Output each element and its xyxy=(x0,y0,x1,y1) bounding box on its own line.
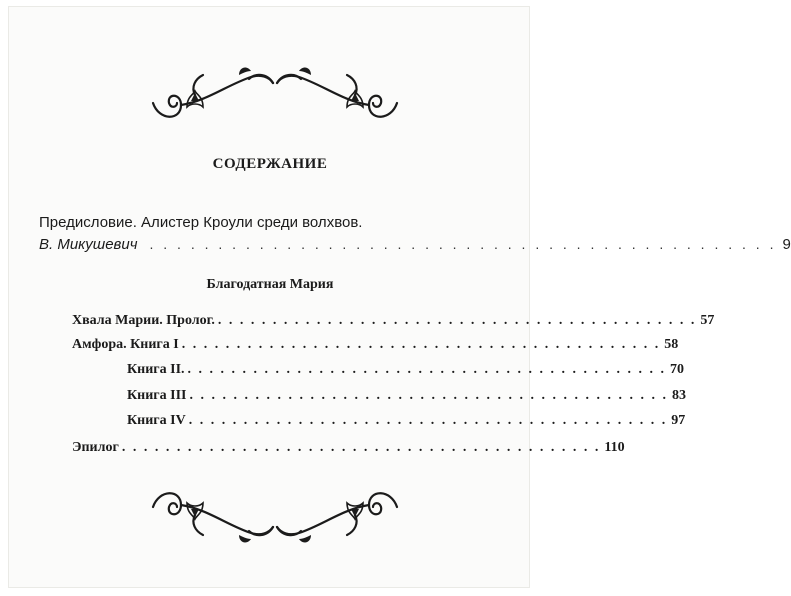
dot-leader: . . . . . . . . . . . . . . . . . . . . . . . . . . . . . . . . . . . . . . . . . . . . xyxy=(217,313,697,328)
entry-title: Книга III xyxy=(127,388,187,403)
preface-entry[interactable] xyxy=(39,236,791,256)
entry-title: Эпилог xyxy=(72,440,119,455)
floral-ornament-graphic xyxy=(147,65,403,125)
entry-title: Амфора. Книга I xyxy=(72,337,179,352)
toc-entry[interactable] xyxy=(72,337,679,357)
toc-entry[interactable] xyxy=(72,440,625,460)
page-number: 70 xyxy=(670,362,685,377)
page-number: 58 xyxy=(664,337,679,352)
contents-title: СОДЕРЖАНИЕ xyxy=(212,156,328,172)
dot-leader: . . . . . . . . . . . . . . . . . . . . . . . . . . . . . . . . . . . . . . . . . . . . xyxy=(187,362,667,377)
entry-title: Книга II. xyxy=(127,362,185,377)
floral-ornament-graphic xyxy=(147,485,403,545)
preface-author: В. Микушевич xyxy=(39,236,138,253)
section-heading: Благодатная Мария xyxy=(206,277,334,292)
preface-title: Предисловие. Алистер Кроули среди волхвов. xyxy=(39,214,363,231)
page-number: 83 xyxy=(672,388,686,403)
dot-leader: . . . . . . . . . . . . . . . . . . . . . . . . . . . . . . . . . . . . . . . . . . . . xyxy=(121,440,601,455)
page-number: 110 xyxy=(604,440,625,455)
entry-title: Книга IV xyxy=(127,413,186,428)
toc-entry[interactable] xyxy=(127,413,686,433)
dot-leader: . . . . . . . . . . . . . . . . . . . . . . . . . . . . . . . . . . . . . . . . . . . . xyxy=(189,388,668,403)
entry-title: Хвала Марии. Пролог. xyxy=(72,313,215,328)
toc-entry[interactable] xyxy=(127,362,685,382)
top-floral-ornament xyxy=(147,65,403,125)
dot-leader: . . . . . . . . . . . . . . . . . . . . . . . . . . . . . . . . . . . . . . . . . . . . . . xyxy=(149,236,777,252)
book-page xyxy=(8,6,791,588)
toc-entry[interactable] xyxy=(127,388,686,408)
page-number: 57 xyxy=(700,313,715,328)
toc-entry[interactable] xyxy=(72,313,715,333)
bottom-floral-ornament xyxy=(147,485,403,545)
dot-leader: . . . . . . . . . . . . . . . . . . . . . . . . . . . . . . . . . . . . . . . . . . . . xyxy=(188,413,668,428)
dot-leader: . . . . . . . . . . . . . . . . . . . . . . . . . . . . . . . . . . . . . . . . . . . . xyxy=(181,337,661,352)
page-number: 97 xyxy=(671,413,686,428)
page-number: 9 xyxy=(782,236,791,253)
